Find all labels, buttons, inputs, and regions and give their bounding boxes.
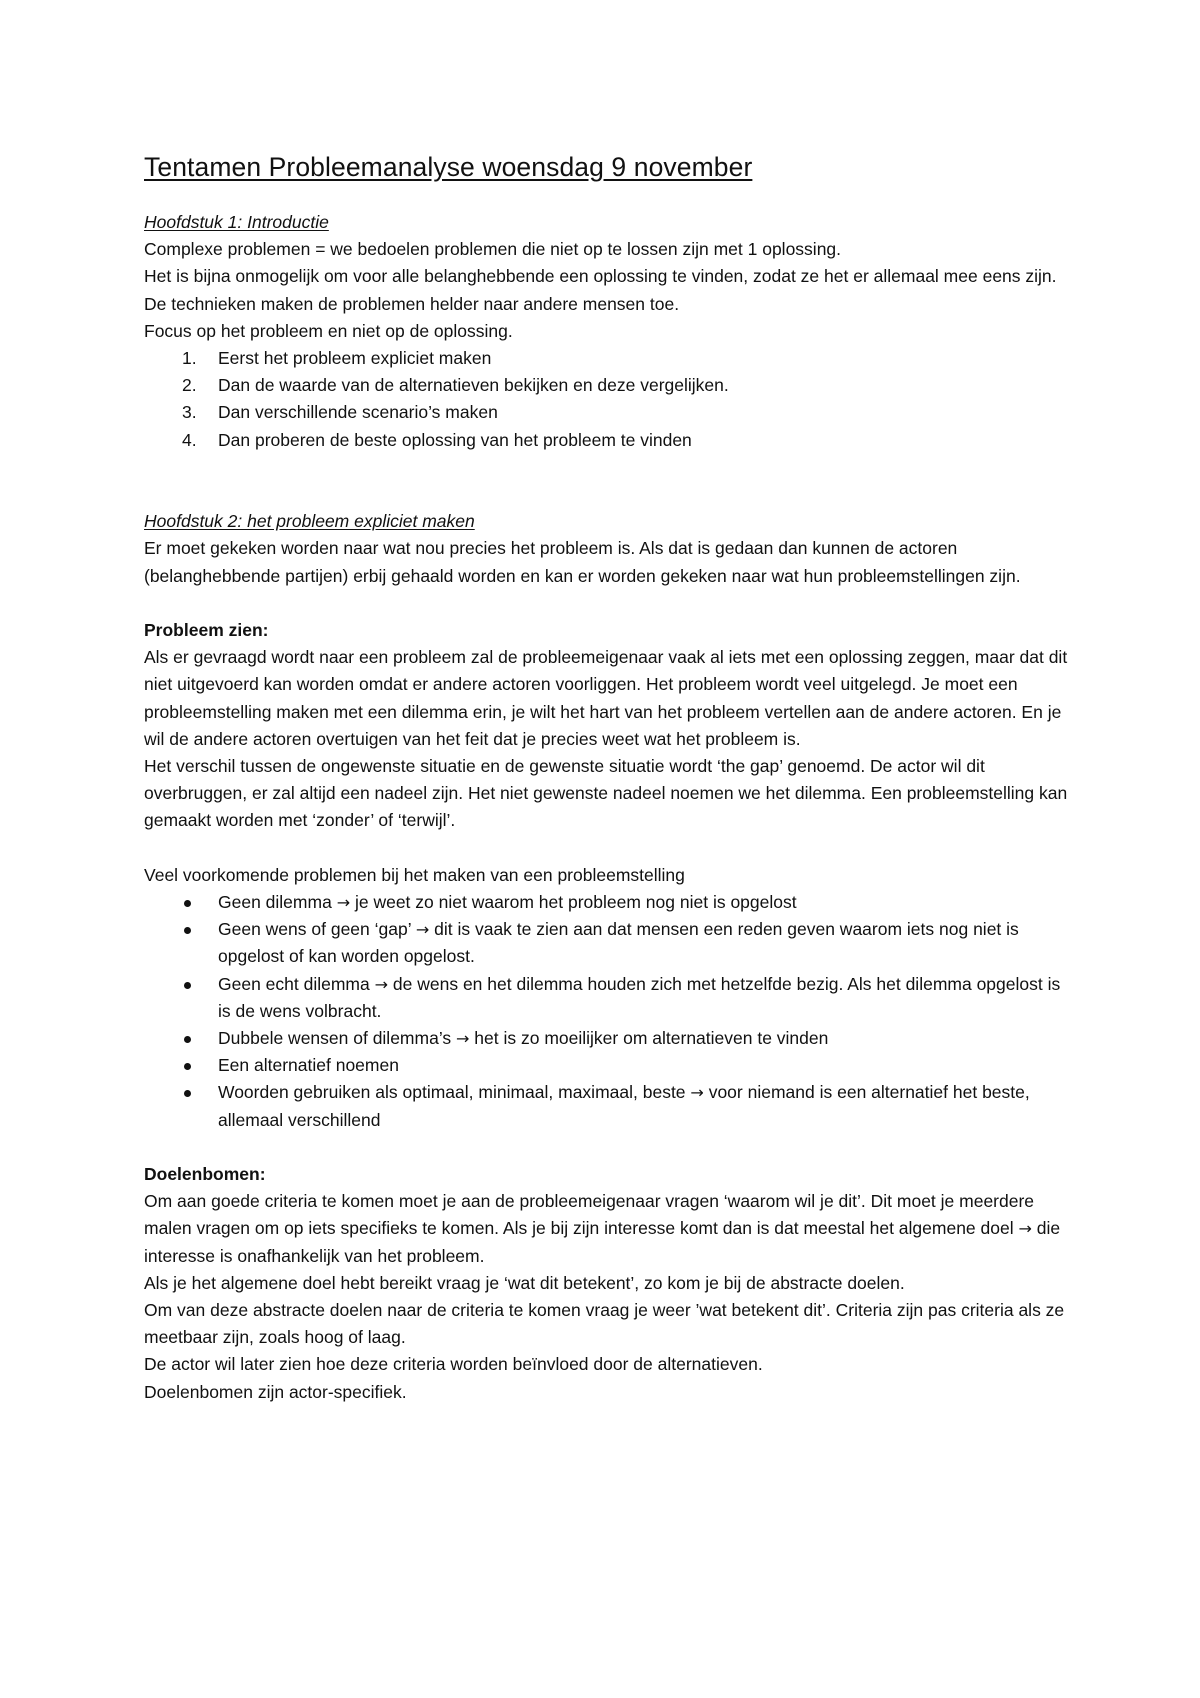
bullet-list-item: [144, 916, 1074, 970]
bullet-list-item: [144, 1052, 1074, 1079]
numbered-list-item: [144, 427, 1074, 454]
bullet-text-before: Geen wens of geen ‘gap’: [218, 919, 411, 940]
doelenbomen-paragraph: Om van deze abstracte doelen naar de criteria te komen vraag je weer ’wat betekent dit’. Criteria zijn pas criteria als ze meetbaar zijn, zoals hoog of laag.: [144, 1300, 1065, 1348]
doelenbomen-paragraph: Doelenbomen zijn actor-specifiek.: [144, 1381, 407, 1402]
bullet-text-after: de wens en het dilemma houden zich met hetzelfde bezig. Als het dilemma opgelost is is de wens volbracht.: [218, 973, 1061, 1021]
numbered-list-item: [144, 372, 1074, 399]
list-number: 2.: [182, 375, 197, 396]
veel-voorkomende-intro: Veel voorkomende problemen bij het maken van een probleemstelling: [144, 864, 685, 885]
chapter-1-paragraph: Complexe problemen = we bedoelen problemen die niet op te lossen zijn met 1 oplossing.: [144, 239, 842, 260]
bullet-list-item: [144, 1025, 1074, 1052]
chapter-2-intro: Er moet gekeken worden naar wat nou precies het probleem is. Als dat is gedaan dan kunnen de actoren (belanghebbende partijen) erbij gehaald worden en kan er worden gekeken naar wat hun probleemstellingen zijn.: [144, 538, 1021, 586]
list-item-text: Eerst het probleem expliciet maken: [218, 348, 492, 369]
bullet-icon: [184, 1036, 191, 1043]
chapter-1-paragraph: De technieken maken de problemen helder naar andere mensen toe.: [144, 293, 680, 314]
bullet-text-before: Geen dilemma: [218, 892, 332, 913]
numbered-list-item: [144, 399, 1074, 426]
list-item-text: Dan de waarde van de alternatieven bekijken en deze vergelijken.: [218, 375, 729, 396]
bullet-text-after: het is zo moeilijker om alternatieven te vinden: [474, 1028, 829, 1049]
numbered-list-item: [144, 345, 1074, 372]
doelenbomen-paragraph: [144, 1188, 1074, 1270]
doelenbomen-text-before: Om aan goede criteria te komen moet je aan de probleemeigenaar vragen ‘waarom wil je dit’. Dit moet je meerdere malen vragen om op iets specifieks te komen. Als je bij zijn interesse komt dan is dat meestal het algemene doel: [144, 1191, 1035, 1239]
bullet-text-before: Dubbele wensen of dilemma’s: [218, 1028, 452, 1049]
chapter-1-paragraph: Focus op het probleem en niet op de oplossing.: [144, 320, 513, 341]
probleem-zien-paragraph: Als er gevraagd wordt naar een probleem zal de probleemeigenaar vaak al iets met een oplossing zeggen, maar dat dit niet uitgevoerd kan worden omdat er andere actoren voorliggen. Het probleem wordt veel uitgelegd. Je moet een probleemstelling maken met een dilemma erin, je wilt het hart van het probleem vertellen aan de andere actoren. En je wil de andere actoren overtuigen van het feit dat je precies weet wat het probleem is.: [144, 647, 1068, 749]
chapter-1-paragraph: Het is bijna onmogelijk om voor alle belanghebbende een oplossing te vinden, zodat ze het er allemaal mee eens zijn.: [144, 266, 1057, 287]
list-number: 4.: [182, 429, 197, 450]
arrow-right-icon: →: [690, 1083, 704, 1103]
list-item-text: Dan proberen de beste oplossing van het probleem te vinden: [218, 429, 692, 450]
arrow-right-icon: →: [415, 920, 430, 940]
chapter-1-heading: Hoofdstuk 1: Introductie: [144, 212, 329, 232]
bullet-list-item: [144, 1079, 1074, 1133]
list-number: 3.: [182, 402, 197, 423]
chapter-2-section: [144, 508, 1080, 1406]
probleem-zien-paragraph: Het verschil tussen de ongewenste situatie en de gewenste situatie wordt ‘the gap’ genoemd. De actor wil dit overbruggen, er zal altijd een nadeel zijn. Het niet gewenste nadeel noemen we het dilemma. Een probleemstelling kan gemaakt worden met ‘zonder’ of ‘terwijl’.: [144, 756, 1068, 831]
doelenbomen-paragraph: De actor wil later zien hoe deze criteria worden beïnvloed door de alternatieven.: [144, 1354, 763, 1375]
page-title: Tentamen Probleemanalyse woensdag 9 november: [144, 152, 753, 182]
chapter-1-numbered-list: [144, 345, 1080, 454]
list-item-text: Dan verschillende scenario’s maken: [218, 402, 498, 423]
spacer: [144, 454, 1080, 508]
spacer: [144, 590, 1080, 617]
bullet-icon: [184, 982, 191, 989]
chapter-1-section: [144, 209, 1080, 454]
doelenbomen-paragraph: Als je het algemene doel hebt bereikt vraag je ‘wat dit betekent’, zo kom je bij de abstracte doelen.: [144, 1272, 905, 1293]
bullet-text-before: Woorden gebruiken als optimaal, minimaal, maximaal, beste: [218, 1082, 686, 1103]
bullet-text-before: Geen echt dilemma: [218, 973, 370, 994]
probleem-zien-heading: Probleem zien:: [144, 620, 269, 641]
doelenbomen-text-after: die interesse is onafhankelijk van het probleem.: [144, 1218, 1061, 1266]
bullet-text-before: Een alternatief noemen: [218, 1055, 399, 1076]
arrow-right-icon: →: [456, 1029, 470, 1049]
doelenbomen-heading: Doelenbomen:: [144, 1164, 266, 1185]
bullet-text-after: voor niemand is een alternatief het beste, allemaal verschillend: [218, 1082, 1030, 1130]
bullet-icon: [184, 1090, 191, 1097]
bullet-text-after: dit is vaak te zien aan dat mensen een reden geven waarom iets nog niet is opgelost of kan worden opgelost.: [218, 919, 1019, 967]
arrow-right-icon: →: [374, 974, 389, 994]
bullet-list-item: [144, 889, 1074, 916]
arrow-right-icon: →: [1018, 1219, 1032, 1239]
bullet-icon: [184, 927, 191, 934]
arrow-right-icon: →: [336, 893, 351, 913]
chapter-2-heading: Hoofdstuk 2: het probleem expliciet maken: [144, 511, 475, 532]
bullet-list-item: [144, 971, 1074, 1025]
spacer: [144, 835, 1080, 862]
bullet-icon: [184, 1063, 191, 1070]
list-number: 1.: [182, 348, 197, 369]
spacer: [144, 1134, 1080, 1161]
problem-bullet-list: [144, 889, 1080, 1134]
bullet-text-after: je weet zo niet waarom het probleem nog niet is opgelost: [354, 892, 797, 913]
bullet-icon: [184, 900, 191, 907]
